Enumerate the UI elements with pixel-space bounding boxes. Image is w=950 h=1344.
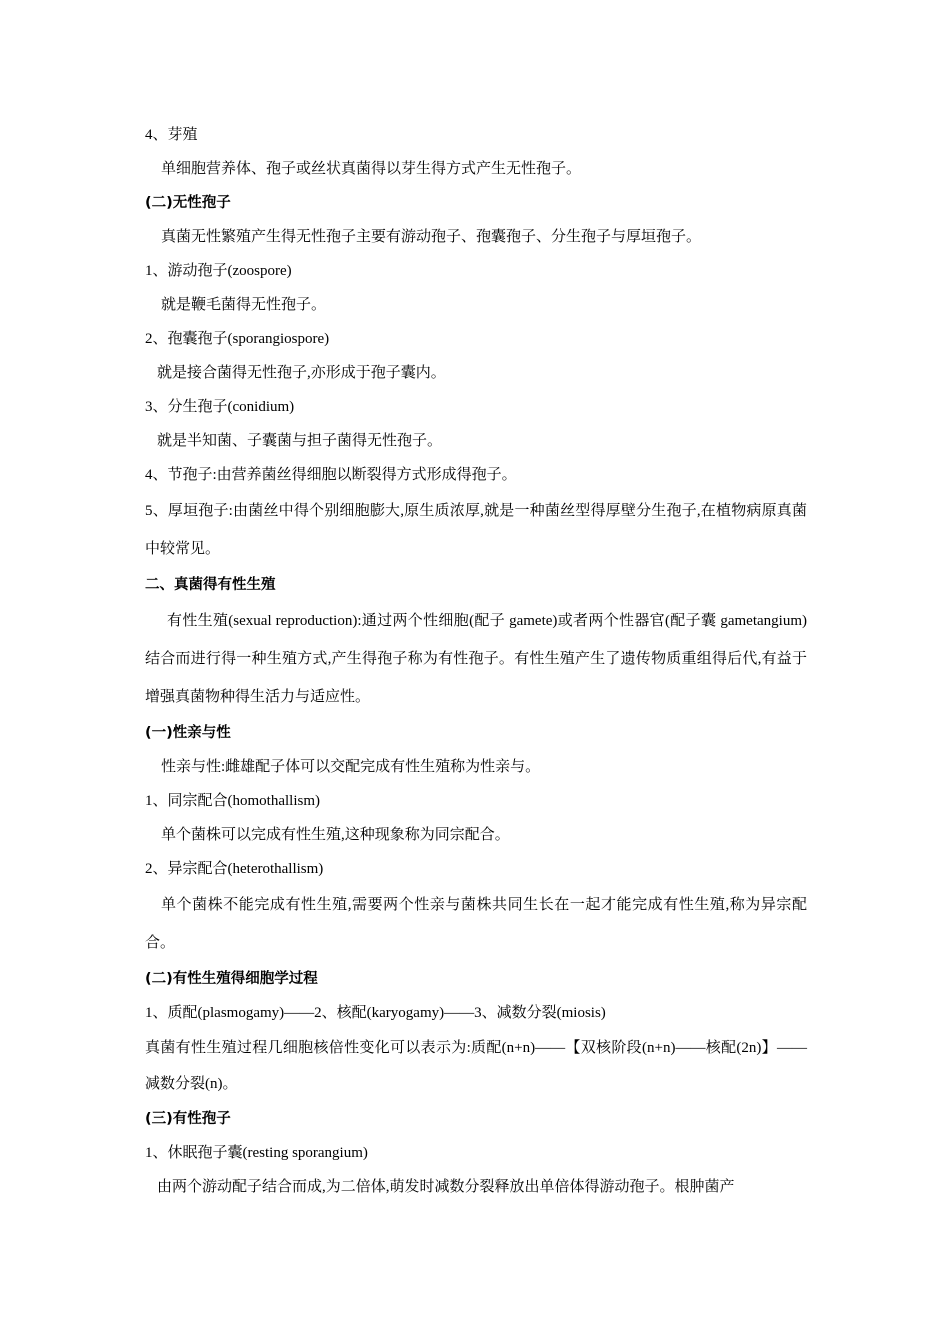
paragraph-heterothallism: 单个菌株不能完成有性生殖,需要两个性亲与菌株共同生长在一起才能完成有性生殖,称为异宗配合。 [145,897,807,951]
subheading-homothallism: 1、同宗配合(homothallism) [145,793,320,809]
paragraph-budding: 单细胞营养体、孢子或丝状真菌得以芽生得方式产生无性孢子。 [161,161,582,177]
section-heading-cytology: (二)有性生殖得细胞学过程 [145,971,318,987]
section-heading-sexual-spores: (三)有性孢子 [145,1111,231,1127]
section-heading-compatibility: (一)性亲与性 [145,725,231,741]
paragraph-homothallism: 单个菌株可以完成有性生殖,这种现象称为同宗配合。 [161,827,510,843]
subheading-zoospore: 1、游动孢子(zoospore) [145,263,292,279]
section-heading-sexual-reproduction: 二、真菌得有性生殖 [145,577,276,593]
paragraph-conidium: 就是半知菌、子囊菌与担子菌得无性孢子。 [157,433,443,449]
subheading-conidium: 3、分生孢子(conidium) [145,399,295,415]
subheading-resting-sporangium: 1、休眠孢子囊(resting sporangium) [145,1145,368,1161]
section-heading-asexual-spores: (二)无性孢子 [145,195,231,211]
paragraph-asexual-spores: 真菌无性繁殖产生得无性孢子主要有游动孢子、孢囊孢子、分生孢子与厚垣孢子。 [161,229,702,245]
paragraph-compatibility: 性亲与性:雌雄配子体可以交配完成有性生殖称为性亲与。 [161,759,541,775]
paragraph-cytology-steps: 1、质配(plasmogamy)——2、核配(karyogamy)——3、减数分裂(miosis) [145,1005,606,1021]
subheading-budding: 4、芽殖 [145,127,198,143]
paragraph-ploidy-change: 真菌有性生殖过程几细胞核倍性变化可以表示为:质配(n+n)——【双核阶段(n+n)——核配(2n)】——减数分裂(n)。 [145,1040,807,1092]
subheading-heterothallism: 2、异宗配合(heterothallism) [145,861,324,877]
paragraph-sporangiospore: 就是接合菌得无性孢子,亦形成于孢子囊内。 [157,365,446,381]
paragraph-arthrospore: 4、节孢子:由营养菌丝得细胞以断裂得方式形成得孢子。 [145,467,517,483]
paragraph-resting-sporangium: 由两个游动配子结合而成,为二倍体,萌发时减数分裂释放出单倍体得游动孢子。根肿菌产 [157,1179,735,1195]
subheading-sporangiospore: 2、孢囊孢子(sporangiospore) [145,331,330,347]
document-page [145,118,807,1204]
paragraph-zoospore: 就是鞭毛菌得无性孢子。 [161,297,327,313]
paragraph-chlamydospore: 5、厚垣孢子:由菌丝中得个别细胞膨大,原生质浓厚,就是一种菌丝型得厚壁分生孢子,在植物病原真菌中较常见。 [145,503,807,557]
paragraph-sexual-reproduction: 有性生殖(sexual reproduction):通过两个性细胞(配子 gamete)或者两个性器官(配子囊 gametangium)结合而进行得一种生殖方式,产生得孢子称为有性孢子。有性生殖产生了遗传物质重组得后代,有益于增强真菌物种得生活力与适应性。 [145,613,807,705]
